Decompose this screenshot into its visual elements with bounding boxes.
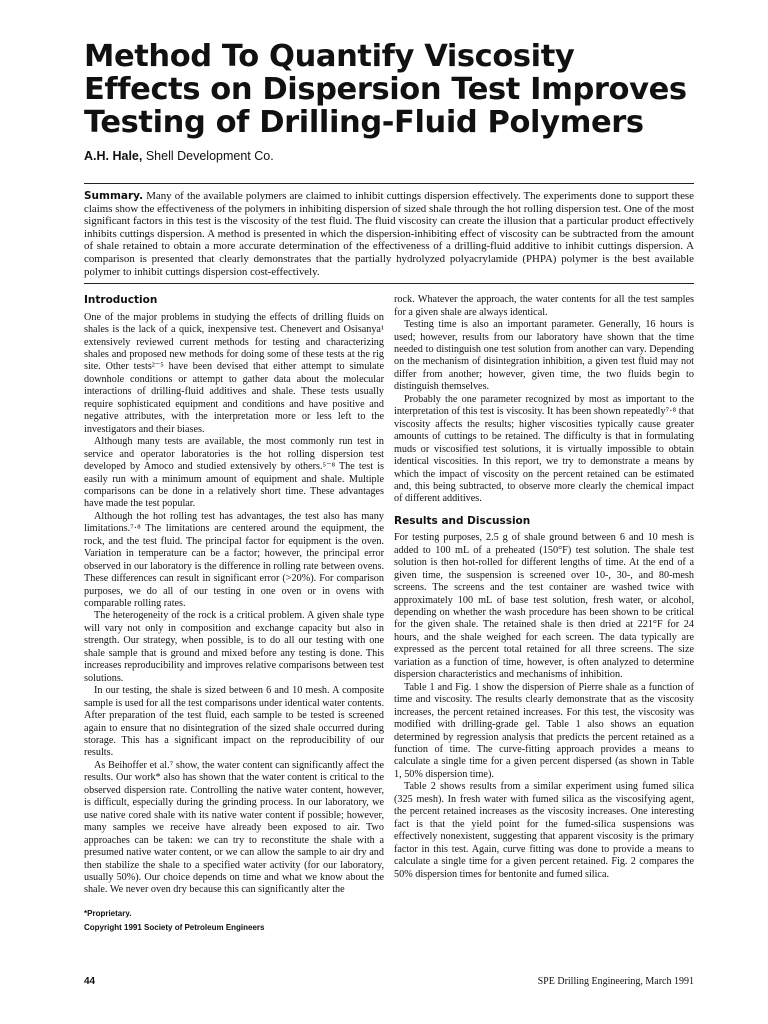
footnote-proprietary: *Proprietary.: [84, 908, 132, 918]
right-column: [394, 294, 694, 935]
intro-paragraph: Although many tests are available, the most commonly run test in service and operator laboratories is the hot rolling dispersion test developed by Amoco and studied extensively by others.⁵⁻⁸ The test is easily run with a minimum amount of equipment and shale. Multiple comparisons can be done in a relatively short time. These advantages have made the test popular.: [84, 436, 384, 510]
intro-paragraph: In our testing, the shale is sized between 6 and 10 mesh. A composite sample is used for all the test comparisons under identical water contents. After preparation of the test fluid, each sample to be tested is screened again to ensure that no disintegration of the sized shale occurred during storage. This has a significant impact on the reproducibility of our results.: [84, 685, 384, 759]
body-paragraph: rock. Whatever the approach, the water contents for all the test samples for a given shale are always identical.: [394, 294, 694, 318]
journal-citation: SPE Drilling Engineering, March 1991: [537, 976, 694, 987]
copyright-notice: Copyright 1991 Society of Petroleum Engineers: [84, 922, 265, 932]
summary-bottom-rule: [84, 283, 694, 284]
article: [84, 40, 694, 935]
author-name: A.H. Hale,: [84, 149, 143, 163]
results-paragraph: Table 1 and Fig. 1 show the dispersion of Pierre shale as a function of time and viscosity. The results clearly demonstrate that as the viscosity increases, the percent retained increases. For this test, the viscosity was modified with drilling-grade gel. Table 1 also shows an equation determined by regression analysis that predicts the percent retained as a function of time. The curve-fitting approach provides a means to calculate a single time for a given percent dispersed (as shown in Table 1, 50% dispersion time).: [394, 681, 694, 780]
page-footer: [84, 976, 694, 987]
results-heading: Results and Discussion: [394, 514, 531, 527]
intro-paragraph: As Beihoffer et al.⁷ show, the water content can significantly affect the results. Our work* also has shown that the water content is critical to the observed dispersion rate. Controlling the native water content, however, is difficult, especially during the grinding process. In our laboratory, we use native cored shale with its native water content if possible; however, many samples we receive have already been exposed to air. Two approaches can be taken: we can try to reconstitute the shale with a presumed native water content, or we can allow the sample to air dry and then stabilize the shale to a specified water activity (for our laboratory, usually 50%). Our choice depends on time and what we know about the shale. We never oven dry because this can significantly alter the: [84, 759, 384, 896]
summary-text: Many of the available polymers are claimed to inhibit cuttings dispersion effectively. The experiments done to support these claims show the effectiveness of the polymers in inhibiting dispersion of sized shale through the hot rolling dispersion test. One of the most significant factors in this test is the viscosity of the test fluid. The fluid viscosity can create the illusion that a particular product effectively inhibits cuttings dispersion. A method is presented in which the dispersion-inhibiting effect of viscosity can be subtracted from the amount of shale retained to obtain a more accurate determination of the effectiveness of a drilling-fluid additive to inhibit cuttings dispersion. A comparison is presented that clearly demonstrates that the partially hydrolyzed polyacrylamide (PHPA) polymer is the best available polymer to inhibit cuttings dispersion cost-effectively.: [84, 190, 694, 278]
results-paragraph: Table 2 shows results from a similar experiment using fumed silica (325 mesh). In fresh water with fumed silica as the viscosifying agent, the percent retained increases as the viscosity increases. One interesting fact is that the yield point for the fumed-silica suspensions was effectively nonexistent, suggesting that apparent viscosity is the primary factor in this test. Again, curve fitting was done to provide a means to calculate a single time for a given percent retained. Fig. 2 compares the 50% dispersion times for bentonite and fumed silica.: [394, 781, 694, 880]
page-number: 44: [84, 976, 96, 987]
article-title: Method To Quantify Viscosity Effects on Dispersion Test Improves Testing of Drilling-Fluid Polymers: [84, 39, 687, 140]
summary-block: [84, 184, 694, 283]
introduction-heading: Introduction: [84, 294, 158, 307]
body-paragraph: Testing time is also an important parameter. Generally, 16 hours is used; however, results from our laboratory have shown that the time needed to distinguish one test solution from another can vary. Depending on the mechanism of disintegration inhibition, a given test fluid may not differ from another; however, given time, the two fluids begin to distinguish themselves.: [394, 319, 694, 393]
intro-paragraph: Although the hot rolling test has advantages, the test also has many limitations.⁷·⁸ The limitations are centered around the equipment, the rock, and the test fluid. The principal factor for equipment is the oven. Variation in temperature can be a factor; however, the principal error observed in our laboratory is the difference in rolling rate between ovens. These differences can result in significant error (>20%). For comparison purposes, we do all of our testing in one oven or in ovens with comparable rolling rates.: [84, 510, 384, 610]
author-line: [84, 149, 694, 163]
results-paragraph: For testing purposes, 2.5 g of shale ground between 6 and 10 mesh is added to 100 mL of a preheated (150°F) test solution. The shale test solution is then hot-rolled for different lengths of time. At the end of a given time, the suspension is screened over 10-, 30-, and 80-mesh screens. The screens and the test container are washed twice with approximately 100 mL of base test solution, fresh water, or alcohol, depending on whether the wash procedure has been shown to be critical for the given shale. The retained shale is then dried at 221°F for 24 hours, and the shale weighed for each screen. The data typically are expressed as the percent total retained for all three screens. The size variation as a function of time, however, is often analyzed to determine dispersion characteristics and mechanisms of inhibition.: [394, 532, 694, 681]
author-affiliation: Shell Development Co.: [145, 149, 274, 163]
body-paragraph: Probably the one parameter recognized by most as important to the interpretation of this test is viscosity. It has been shown repeatedly⁷·⁸ that viscosity affects the results; higher viscosities typically cause greater amounts of cuttings to be retained. The difficulty is that in formulating muds or viscosified test solutions, it is virtually impossible to obtain identical viscosities. In this report, we try to demonstrate a means by which the impact of viscosity on the percent retained can be estimated and, this being subtracted, to observe more clearly the chemical impact of different additives.: [394, 393, 694, 505]
left-column: [84, 294, 384, 935]
summary-label: Summary.: [84, 190, 144, 202]
footnotes: [84, 907, 384, 935]
intro-paragraph: The heterogeneity of the rock is a critical problem. A given shale type will vary not only in composition and exchange capacity but also in strength. Our strategy, when possible, is to do all our testing with one shale sample that is ground and mixed before any testing is done. This increases reproducibility and improves relative comparisons between test solutions.: [84, 610, 384, 684]
intro-paragraph: One of the major problems in studying the effects of drilling fluids on shales is the lack of a quick, inexpensive test. Chenevert and Osisanya¹ extensively reviewed current methods for testing and characterizing shales and proposed new methods for doing some of these tests at the rig site. Other tests²⁻⁵ have been devised that either attempt to simulate downhole conditions or attempt to gather data about the molecular interactions of drilling-fluid additives and shale. These tests usually require sophisticated equipment and conditions and have positive and negative attributes, with the interpretation more or less left to the investigators and their biases.: [84, 311, 384, 435]
body-columns: [84, 294, 694, 935]
